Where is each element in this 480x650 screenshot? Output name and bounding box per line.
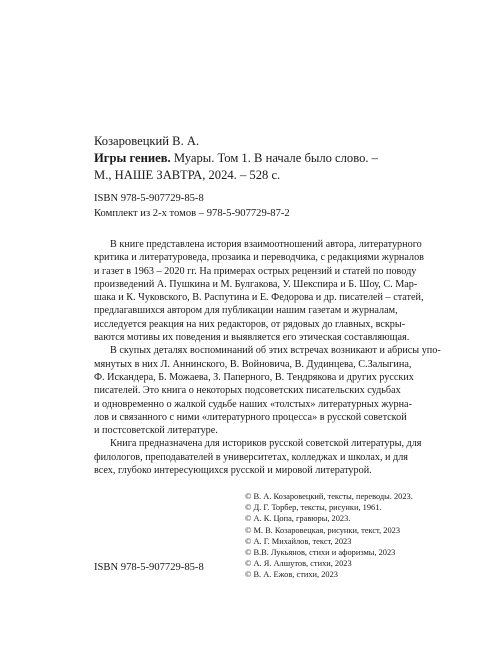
annotation-line: произведений А. Пушкина и М. Булгакова, У. Шекспира и Б. Шоу, С. Мар- [94,278,418,290]
annotation-line: шака и К. Чуковского, В. Распутина и Е. Федорова и др. писателей – статей, [94,292,424,304]
annotation-line: всех, глубоко интересующихся русской и мировой литературой. [94,465,372,477]
annotation-line: и постсоветской литературе. [94,425,218,437]
isbn-bottom: ISBN 978-5-907729-85-8 [94,562,204,573]
copyright-line: © М. В. Козаровецкая, рисунки, текст, 2023 [245,525,401,535]
annotation-line: Ф. Искандера, Б. Можаева, З. Паперного, В. Тендрякова и других русских [94,371,414,383]
imprint-line: М., НАШЕ ЗАВТРА, 2024. – 528 с. [94,168,281,182]
book-title: Игры гениев. [94,151,171,165]
copyright-notices [245,491,413,581]
copyright-line: © А. Г. Михайлов, текст, 2023 [245,536,352,546]
author-name: Козаровецкий В. А. [94,134,200,148]
annotation-line: и одновременно о жалкой судьбе наших «толстых» литературных журна- [94,398,412,410]
annotation-line: Книга предназначена для историков русской советской литературы, для [110,438,422,450]
annotation-text [94,238,441,477]
annotation-line: критика и литературоведа, прозаика и переводчика, с редакциями журналов [94,252,424,264]
annotation-line: исследуется реакция на них редакторов, от рядовых до главных, вскры- [94,318,406,330]
annotation-line: лов и связанного с ними «литературного процесса» в русской советской [94,411,407,423]
copyright-line: © В. А. Ежов, стихи, 2023 [245,570,338,580]
annotation-line: и газет в 1963 – 2020 гг. На примерах острых рецензий и статей по поводу [94,265,417,277]
book-title-line [94,150,424,167]
annotation-line: писателей. Это книга о некоторых подсоветских писательских судьбах [94,385,401,397]
isbn-set: Комплект из 2-х томов – 978-5-907729-87-2 [94,208,290,219]
bibliographic-record [94,133,424,184]
isbn-block [94,191,290,221]
isbn-main: ISBN 978-5-907729-85-8 [94,193,204,204]
annotation-line: В книге представлена история взаимоотношений автора, литературного [110,239,422,250]
annotation-line: филологов, преподавателей в университетах, колледжах и школах, и для [94,451,408,463]
annotation-line: мянутых в них Л. Аннинского, В. Войновича, В. Дудинцева, С.Залыгина, [94,358,412,370]
annotation-line: ваются мотивы их поведения и выявляется его этическая составляющая. [94,332,410,344]
copyright-line: © В. А. Козаровецкий, тексты, переводы. 2023. [245,492,413,501]
copyright-line: © В.В. Лукьянов, стихи и афоризмы, 2023 [245,548,396,558]
annotation-line: предлагавшихся автором для публикации нашим газетам и журналам, [94,305,398,317]
copyright-line: © Д. Г. Торбер, тексты, рисунки, 1961. [245,503,382,513]
copyright-line: © А. Я. Алшутов, стихи, 2023 [245,559,352,569]
annotation-line: В скупых деталях воспоминаний об этих встречах возникают и абрисы упо- [110,345,441,357]
book-subtitle: Муары. Том 1. В начале было слово. – [170,151,378,165]
copyright-line: © А. К. Цопа, гравюры, 2023. [245,514,351,524]
